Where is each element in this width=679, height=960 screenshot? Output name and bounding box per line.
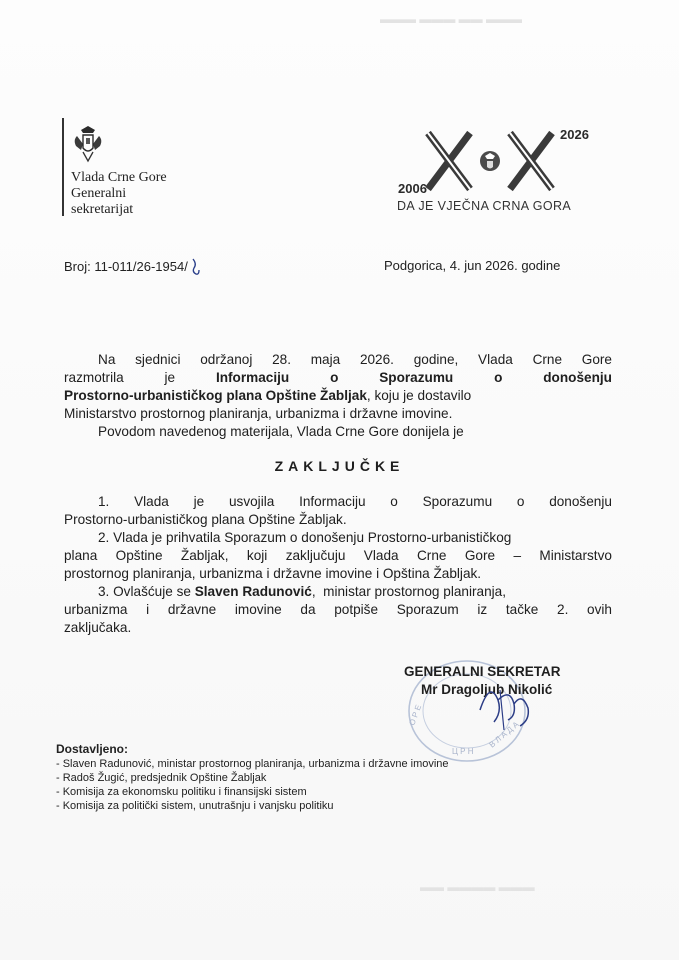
conclusion-2-line-3: prostornog planiranja, urbanizma i državne imovine i Opština Žabljak. (64, 566, 482, 581)
conclusion-2-line-2: plana Opštine Žabljak, koji zaključuju Vlada Crne Gore – Ministarstvo (64, 548, 612, 563)
header-divider-line (62, 118, 64, 216)
svg-text:Ц Р Н: Ц Р Н (452, 747, 474, 756)
logo-motto: DA JE VJEČNA CRNA GORA (397, 199, 572, 213)
conclusion-1-line-1: 1. Vlada je usvojila Informaciju o Sporazumu o donošenju (98, 494, 612, 509)
document-number (64, 258, 201, 276)
signatory-name: Mr Dragoljub Nikolić (421, 682, 553, 697)
gov-line: Vlada Crne Gore (71, 170, 167, 185)
conclusion-2-line-1: 2. Vlada je prihvatila Sporazum o donošenju Prostorno-urbanističkog (98, 530, 512, 545)
intro-line-4: Ministarstvo prostornog planiranja, urbanizma i državne imovine. (64, 406, 453, 421)
intro-paragraph-2: Povodom navedenog materijala, Vlada Crne Gore donijela je (98, 424, 464, 439)
document-number-text: Broj: 11-011/26-1954/ (64, 259, 188, 274)
plan-title: Prostorno-urbanističkog plana Opštine Žabljak (64, 388, 367, 403)
signatory-title: GENERALNI SEKRETAR (404, 664, 561, 679)
conclusions-heading: ZAKLJUČKE (274, 458, 405, 474)
distribution-item: - Slaven Radunović, ministar prostornog planiranja, urbanizma i državne imovine (56, 758, 449, 770)
intro-line-1: Na sjednici održanoj 28. maja 2026. godine, Vlada Crne Gore (98, 352, 612, 367)
distribution-item: - Radoš Žugić, predsjednik Opštine Žabljak (56, 772, 267, 784)
conclusions-list (64, 493, 612, 637)
minister-name: Slaven Radunović (194, 584, 312, 599)
place-and-date: Podgorica, 4. jun 2026. godine (384, 258, 561, 273)
gov-line: sekretarijat (71, 202, 134, 217)
distribution-item: - Komisija za politički sistem, unutrašnju i vanjsku politiku (56, 800, 334, 812)
intro-line-2: razmotrila je Informaciju o Sporazumu o donošenju (64, 370, 612, 385)
svg-text:В Л А Д А: В Л А Д А (487, 719, 521, 750)
svg-text:О Р Е: О Р Е (407, 703, 424, 727)
government-name (71, 170, 167, 218)
gov-line: Generalni (71, 186, 127, 201)
handwritten-number-mark (191, 258, 201, 276)
coat-of-arms-icon (71, 124, 105, 164)
bleed-through-mark: ▬▬ ▬▬▬▬ ▬▬▬ (420, 880, 535, 894)
bleed-through-mark: ▬▬▬ ▬▬▬ ▬▬ ▬▬▬ (380, 12, 523, 26)
logo-year-2026: 2026 (560, 127, 589, 142)
distribution-item: - Komisija za ekonomsku politiku i finansijski sistem (56, 786, 307, 798)
logo-year-2006: 2006 (398, 181, 427, 196)
distribution-title: Dostavljeno: (56, 742, 129, 756)
conclusion-1-line-2: Prostorno-urbanističkog plana Opštine Žabljak. (64, 512, 347, 527)
handwritten-signature-icon (470, 670, 550, 740)
conclusion-3-line-2: urbanizma i državne imovine da potpiše Sporazum iz tačke 2. ovih (64, 602, 612, 617)
distribution-list (56, 757, 449, 813)
conclusion-3-line-1: 3. Ovlašćuje se Slaven Radunović, ministar prostornog planiranja, (98, 584, 506, 599)
intro-paragraph (64, 351, 612, 441)
conclusion-3-line-3: zaključaka. (64, 620, 132, 635)
intro-line-3: Prostorno-urbanističkog plana Opštine Žabljak, koju je dostavilo (64, 388, 472, 403)
